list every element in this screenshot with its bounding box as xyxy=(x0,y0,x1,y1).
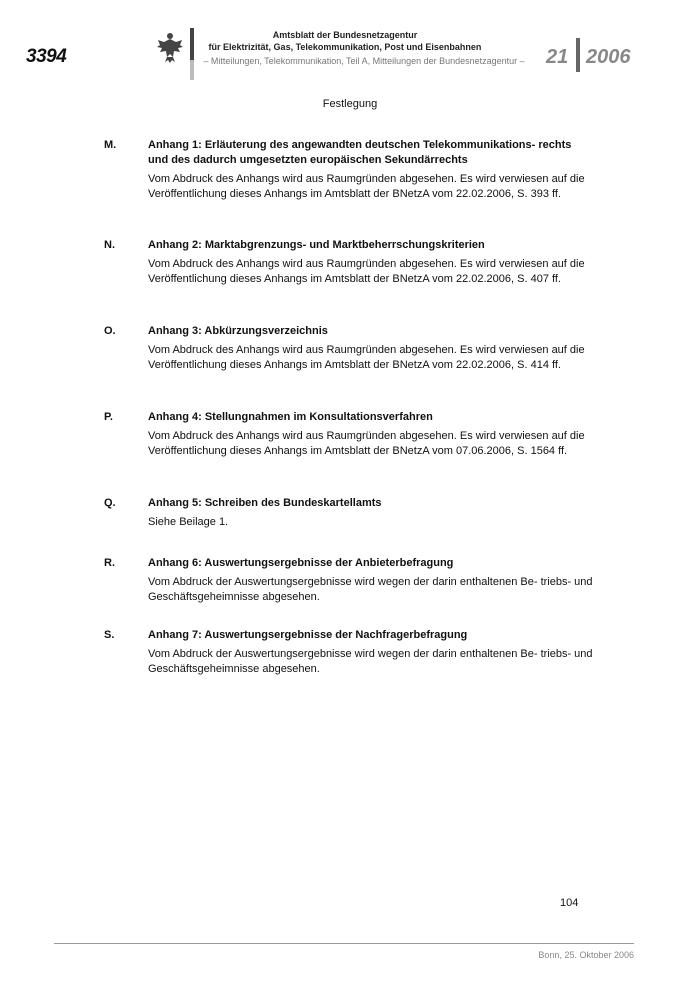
section-title: Anhang 6: Auswertungsergebnisse der Anbieterbefragung xyxy=(148,557,454,569)
section-body: Vom Abdruck des Anhangs wird aus Raumgründen abgesehen. Es wird verwiesen auf die Veröffentlichung dieses Anhangs im Amtsblatt der BNetzA vom 22.02.2006, S. 407 ff. xyxy=(148,258,585,285)
section-heading: Festlegung xyxy=(322,98,378,110)
section-n xyxy=(104,238,594,287)
section-letter: M. xyxy=(104,139,117,151)
section-title: Anhang 7: Auswertungsergebnisse der Nachfragerbefragung xyxy=(148,629,468,641)
issue-divider xyxy=(576,38,580,72)
header-divider-light xyxy=(190,60,194,80)
section-s xyxy=(104,628,594,677)
journal-title: Amtsblatt der Bundesnetzagentur xyxy=(272,30,418,40)
issue-number: 21 xyxy=(546,46,569,68)
section-m xyxy=(104,138,594,202)
section-body: Vom Abdruck der Auswertungsergebnisse wird wegen der darin enthaltenen Be- triebs- und Geschäftsgeheimnisse abgesehen. xyxy=(148,576,593,603)
section-body: Siehe Beilage 1. xyxy=(148,516,229,528)
section-body: Vom Abdruck des Anhangs wird aus Raumgründen abgesehen. Es wird verwiesen auf die Veröffentlichung dieses Anhangs im Amtsblatt der BNetzA vom 22.02.2006, S. 414 ff. xyxy=(148,344,585,371)
section-title: Anhang 5: Schreiben des Bundeskartellamts xyxy=(148,497,382,509)
journal-section: – Mitteilungen, Telekommunikation, Teil A, Mitteilungen der Bundesnetzagentur – xyxy=(203,56,525,66)
page-number: 3394 xyxy=(26,46,67,67)
section-body: Vom Abdruck des Anhangs wird aus Raumgründen abgesehen. Es wird verwiesen auf die Veröffentlichung dieses Anhangs im Amtsblatt der BNetzA vom 22.02.2006, S. 393 ff. xyxy=(148,173,585,200)
footer-date: Bonn, 25. Oktober 2006 xyxy=(538,950,634,960)
section-title: Anhang 2: Marktabgrenzungs- und Marktbeherrschungskriterien xyxy=(148,239,485,251)
section-letter: R. xyxy=(104,557,115,569)
section-r xyxy=(104,556,594,605)
section-letter: O. xyxy=(104,325,116,337)
section-body: Vom Abdruck des Anhangs wird aus Raumgründen abgesehen. Es wird verwiesen auf die Veröffentlichung dieses Anhangs im Amtsblatt der BNetzA vom 07.06.2006, S. 1564 ff. xyxy=(148,430,585,457)
section-title: Anhang 3: Abkürzungsverzeichnis xyxy=(148,325,328,337)
section-letter: N. xyxy=(104,239,115,251)
journal-subtitle: für Elektrizität, Gas, Telekommunikation, Post und Eisenbahnen xyxy=(208,42,482,52)
section-q xyxy=(104,496,594,530)
section-letter: Q. xyxy=(104,497,116,509)
section-letter: S. xyxy=(104,629,115,641)
section-title: Anhang 1: Erläuterung des angewandten deutschen Telekommunikations- rechts und des dadurch umgesetzten europäischen Sekundärrechts xyxy=(148,139,572,166)
section-letter: P. xyxy=(104,411,113,423)
section-o xyxy=(104,324,594,373)
footer-divider xyxy=(54,943,634,944)
federal-eagle-icon xyxy=(155,30,185,64)
section-body: Vom Abdruck der Auswertungsergebnisse wird wegen der darin enthaltenen Be- triebs- und Geschäftsgeheimnisse abgesehen. xyxy=(148,648,593,675)
issue-year: 2006 xyxy=(586,46,631,68)
footer-page-number: 104 xyxy=(560,897,579,909)
section-title: Anhang 4: Stellungnahmen im Konsultationsverfahren xyxy=(148,411,433,423)
section-p xyxy=(104,410,594,459)
